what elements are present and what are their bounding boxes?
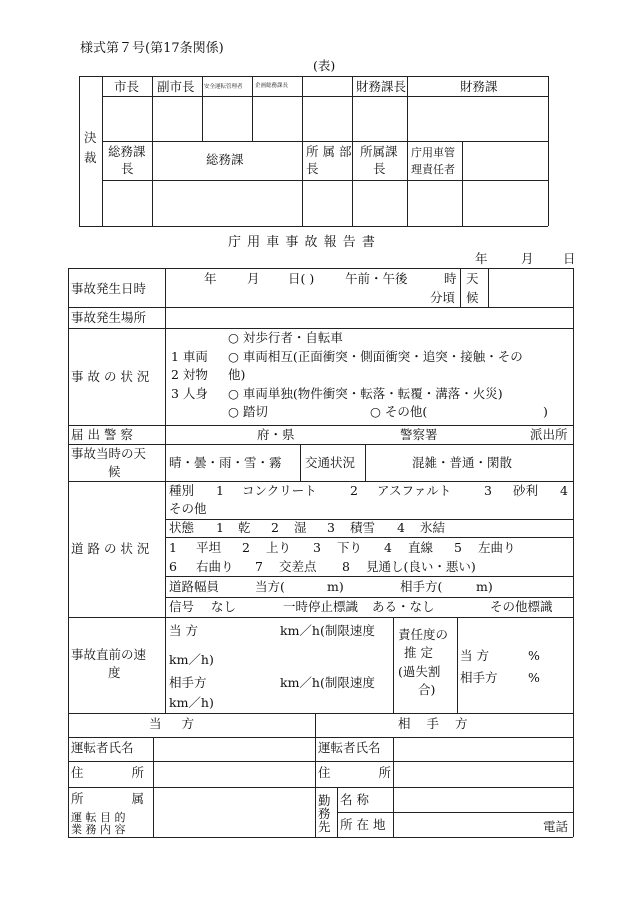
date-year: 年 bbox=[475, 251, 488, 266]
approval-vehicle-manager-1: 庁用車管 bbox=[411, 146, 455, 159]
approval-general-chief-1: 総務課 bbox=[108, 144, 146, 159]
speed-label-1: 事故直前の速 bbox=[71, 647, 147, 662]
speed-other-limit: km／h(制限速度 bbox=[280, 675, 375, 690]
fault-label-3: (過失割 bbox=[398, 664, 441, 679]
phone-label: 電話 bbox=[543, 819, 569, 834]
speed-other: 相手方 bbox=[169, 675, 207, 690]
location-label: 事故発生場所 bbox=[71, 310, 147, 325]
other-party-header: 相 手 方 bbox=[398, 716, 474, 731]
fault-own-pct: % bbox=[528, 648, 540, 663]
occurrence-month: 月 bbox=[247, 271, 260, 286]
date-month: 月 bbox=[521, 251, 534, 266]
approval-dept-head-2: 長 bbox=[306, 161, 319, 176]
fault-own: 当 方 bbox=[460, 648, 489, 663]
approval-finance-section: 財務課 bbox=[460, 79, 498, 94]
situation-opt-other-close: ) bbox=[543, 404, 548, 419]
weather-at-time-label-2: 候 bbox=[108, 464, 121, 479]
speed-own: 当 方 bbox=[169, 623, 198, 638]
own-party-header: 当 方 bbox=[149, 716, 202, 731]
situation-opt-crossing: ○ 踏切 bbox=[228, 404, 268, 419]
date-day: 日 bbox=[563, 251, 576, 266]
approval-section-chief-2: 長 bbox=[373, 161, 386, 176]
situation-type-object: 2 対物 bbox=[171, 367, 208, 382]
police-box: 派出所 bbox=[530, 427, 568, 442]
own-driver-name-label: 運転者氏名 bbox=[71, 740, 134, 755]
approval-deputy-mayor: 副市長 bbox=[157, 79, 195, 94]
speed-label-2: 度 bbox=[108, 665, 121, 680]
occurrence-hour: 時 bbox=[444, 271, 457, 286]
situation-opt-vehicle-mutual: ○ 車両相互(正面衝突・側面衝突・追突・接触・その bbox=[228, 349, 523, 364]
situation-opt-single: ○ 車両単独(物件衝突・転落・転覆・溝落・火災) bbox=[228, 386, 503, 401]
occurrence-ampm: 午前・午後 bbox=[345, 271, 408, 286]
fault-label-2: 推 定 bbox=[404, 645, 433, 660]
approval-side-1: 決 bbox=[84, 130, 97, 145]
traffic-label: 交通状況 bbox=[305, 455, 356, 470]
situation-label: 事 故 の 状 況 bbox=[71, 369, 150, 384]
approval-side-2: 裁 bbox=[84, 150, 97, 165]
occurrence-approx: 分頃 bbox=[430, 290, 456, 305]
approval-vehicle-manager-2: 理責任者 bbox=[411, 163, 455, 176]
situation-type-person: 3 人身 bbox=[171, 386, 208, 401]
other-driver-name-label: 運転者氏名 bbox=[318, 740, 381, 755]
weather-label-2: 候 bbox=[466, 290, 479, 305]
approval-general-section: 総務課 bbox=[206, 152, 244, 167]
road-type-other: その他 bbox=[169, 501, 207, 516]
fault-other-pct: % bbox=[528, 670, 540, 685]
fault-other: 相手方 bbox=[460, 670, 498, 685]
approval-section-chief-1: 所属課 bbox=[360, 144, 398, 159]
company-location-label: 所 在 地 bbox=[340, 817, 386, 832]
company-name-label: 名 称 bbox=[340, 792, 369, 807]
page: 様式第７号(第17条関係) (表) 決 裁 市長 副市長 安全運転管理者 企画総務課長 財務課長 財務課 総務課 長 総務課 所 属 部 長 所属課 長 庁用車管 理責任者 庁 用 車 事 故 報 告 書 年 月 日 事故発生日時 年 月 日( ) 午前・午後 時 分頃 天 候 事故発生場所 事 故 の 状 況 1 車両 2 対物 3 人身 ○ 対歩行者・自転車 ○ 車両相互(正面衝突・側面衝突・追突・接触・その 他) ○ 車両単独(物件衝突・転落・転覆・溝落・火災) ○ 踏切 ○ その他( ) 届 出 警 察 府・県 警察署 派出所 事故当時の天 候 晴・曇・雨・雪・霧 交通状況 混雑・普通・閑散 道 路 の 状 況 種別 1 コンクリート 2 アスファルト 3 砂利 4 その他 状態 1 乾 2 湿 3 積雪 4 氷結 1 平坦 2 上り 3 下り 4 直線 5 左曲り 6 右曲り 7 交差点 8 見通し(良い・悪い) 道路幅員 当方( m) 相手方( m) 信号 なし 一時停止標識 ある・なし その他標識 事故直前の速 度 当 方 km／h(制限速度 km／h) 相手方 km／h(制限速度 km／h) 責任度の 推 定 (過失割 合) 当 方 % 相手方 % 当 方 相 手 方 運転者氏名 運転者氏名 住 所 住 所 所 属 運 転 目 的 業 務 内 容 勤務先 名 称 所 在 地 電話 bbox=[0, 0, 630, 903]
approval-finance-chief: 財務課長 bbox=[356, 79, 407, 94]
own-purpose-label-1: 運 転 目 的 bbox=[71, 811, 126, 824]
own-affiliation-label: 所 属 bbox=[71, 791, 166, 806]
police-station: 警察署 bbox=[400, 427, 438, 442]
speed-own-limit: km／h(制限速度 bbox=[280, 623, 375, 638]
situation-type-vehicle: 1 車両 bbox=[171, 349, 208, 364]
fault-label-4: 合) bbox=[418, 682, 436, 697]
weather-options: 晴・曇・雨・雪・霧 bbox=[169, 455, 282, 470]
occurrence-label: 事故発生日時 bbox=[71, 281, 147, 296]
approval-dept-head-1: 所 属 部 bbox=[306, 144, 352, 159]
approval-mayor: 市長 bbox=[114, 79, 140, 94]
weather-label-1: 天 bbox=[466, 271, 479, 286]
approval-planning-chief: 企画総務課長 bbox=[255, 83, 289, 89]
speed-own-close: km／h) bbox=[169, 652, 214, 667]
police-pref: 府・県 bbox=[257, 427, 295, 442]
police-label: 届 出 警 察 bbox=[71, 427, 133, 442]
situation-opt-vehicle-mutual-cont: 他) bbox=[228, 367, 246, 382]
own-purpose-label-2: 業 務 内 容 bbox=[71, 823, 126, 836]
occurrence-day: 日( ) bbox=[288, 271, 315, 286]
side-label: (表) bbox=[313, 58, 336, 73]
traffic-options: 混雑・普通・閑散 bbox=[412, 455, 513, 470]
fault-label-1: 責任度の bbox=[398, 627, 449, 642]
approval-safety-manager: 安全運転管理者 bbox=[204, 84, 243, 90]
approval-general-chief-2: 長 bbox=[121, 161, 134, 176]
speed-other-close: km／h) bbox=[169, 695, 214, 710]
situation-opt-other: ○ その他( bbox=[370, 404, 428, 419]
form-number: 様式第７号(第17条関係) bbox=[80, 41, 224, 56]
weather-at-time-label-1: 事故当時の天 bbox=[71, 446, 147, 461]
page-title: 庁 用 車 事 故 報 告 書 bbox=[228, 235, 376, 250]
other-address-label: 住 所 bbox=[318, 765, 413, 780]
occurrence-year: 年 bbox=[204, 271, 217, 286]
own-address-label: 住 所 bbox=[71, 765, 166, 780]
road-label: 道 路 の 状 況 bbox=[71, 541, 150, 556]
situation-opt-pedestrian: ○ 対歩行者・自転車 bbox=[228, 330, 343, 345]
